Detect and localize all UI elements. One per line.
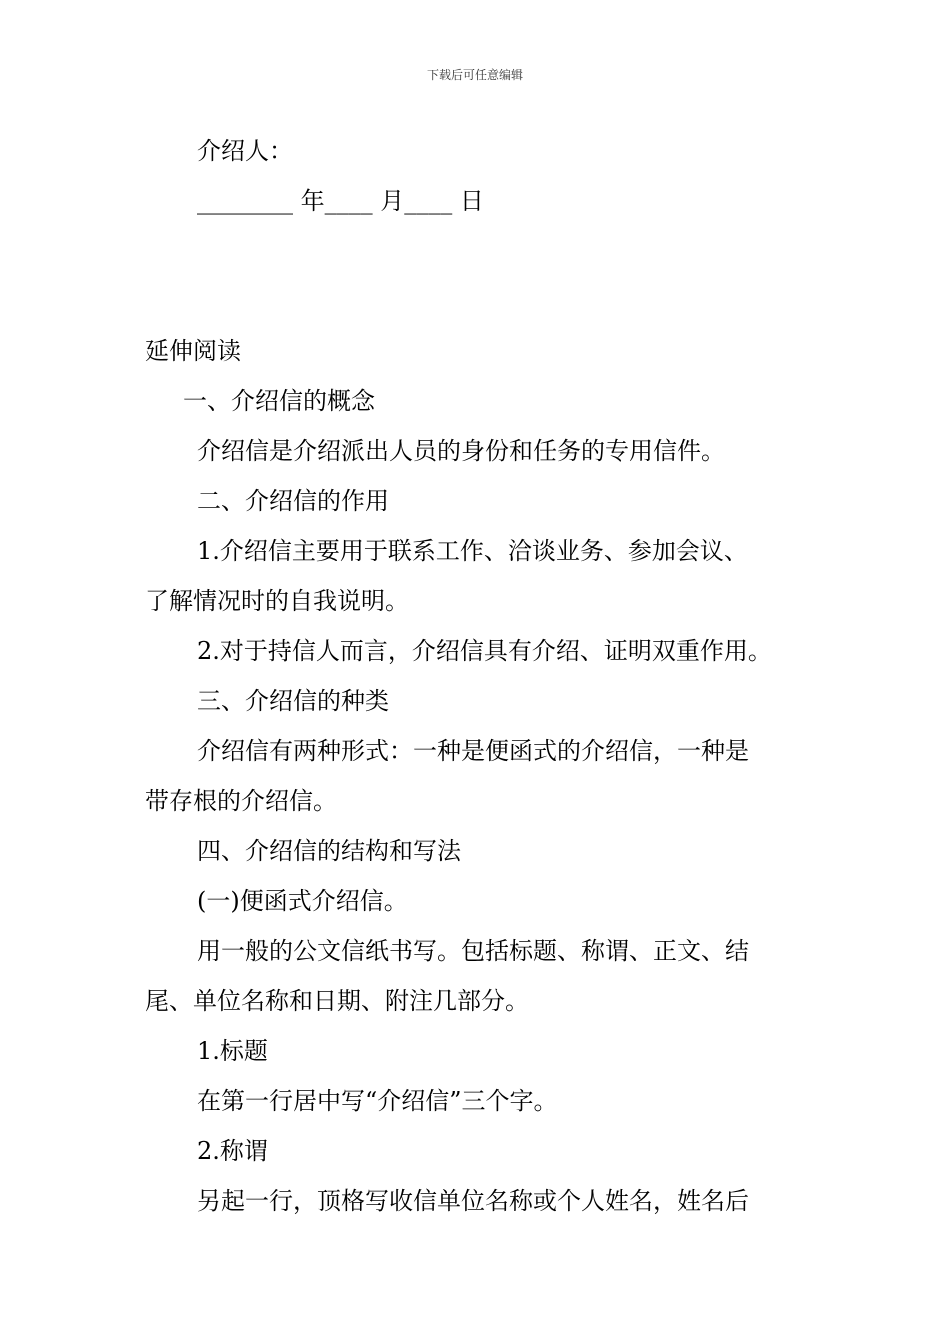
subheading: (一)便函式介绍信。 — [197, 887, 408, 915]
paragraph: 用一般的公文信纸书写。包括标题、称谓、正文、结 — [197, 937, 749, 965]
subheading: 2.称谓 — [197, 1137, 268, 1165]
paragraph: 另起一行，顶格写收信单位名称或个人姓名，姓名后 — [197, 1187, 749, 1215]
heading-structure: 四、介绍信的结构和写法 — [197, 837, 461, 865]
page-header: 下载后可任意编辑 — [426, 68, 523, 82]
paragraph: 了解情况时的自我说明。 — [145, 587, 409, 615]
paragraph: 介绍信是介绍派出人员的身份和任务的专用信件。 — [197, 437, 725, 465]
paragraph: 带存根的介绍信。 — [145, 787, 337, 815]
subheading: 1.标题 — [197, 1037, 268, 1065]
paragraph: 尾、单位名称和日期、附注几部分。 — [145, 987, 529, 1015]
heading-types: 三、介绍信的种类 — [197, 687, 389, 715]
paragraph: 在第一行居中写“介绍信”三个字。 — [197, 1087, 558, 1115]
heading-function: 二、介绍信的作用 — [197, 487, 389, 515]
introducer-label: 介绍人： — [197, 137, 293, 165]
paragraph: 介绍信有两种形式：一种是便函式的介绍信，一种是 — [197, 737, 749, 765]
date-line: ________ 年____ 月____ 日 — [197, 187, 484, 215]
paragraph: 1.介绍信主要用于联系工作、洽谈业务、参加会议、 — [197, 537, 748, 565]
section-title: 延伸阅读 — [145, 337, 241, 365]
heading-concept: 一、介绍信的概念 — [183, 387, 375, 415]
paragraph: 2.对于持信人而言，介绍信具有介绍、证明双重作用。 — [197, 637, 772, 665]
